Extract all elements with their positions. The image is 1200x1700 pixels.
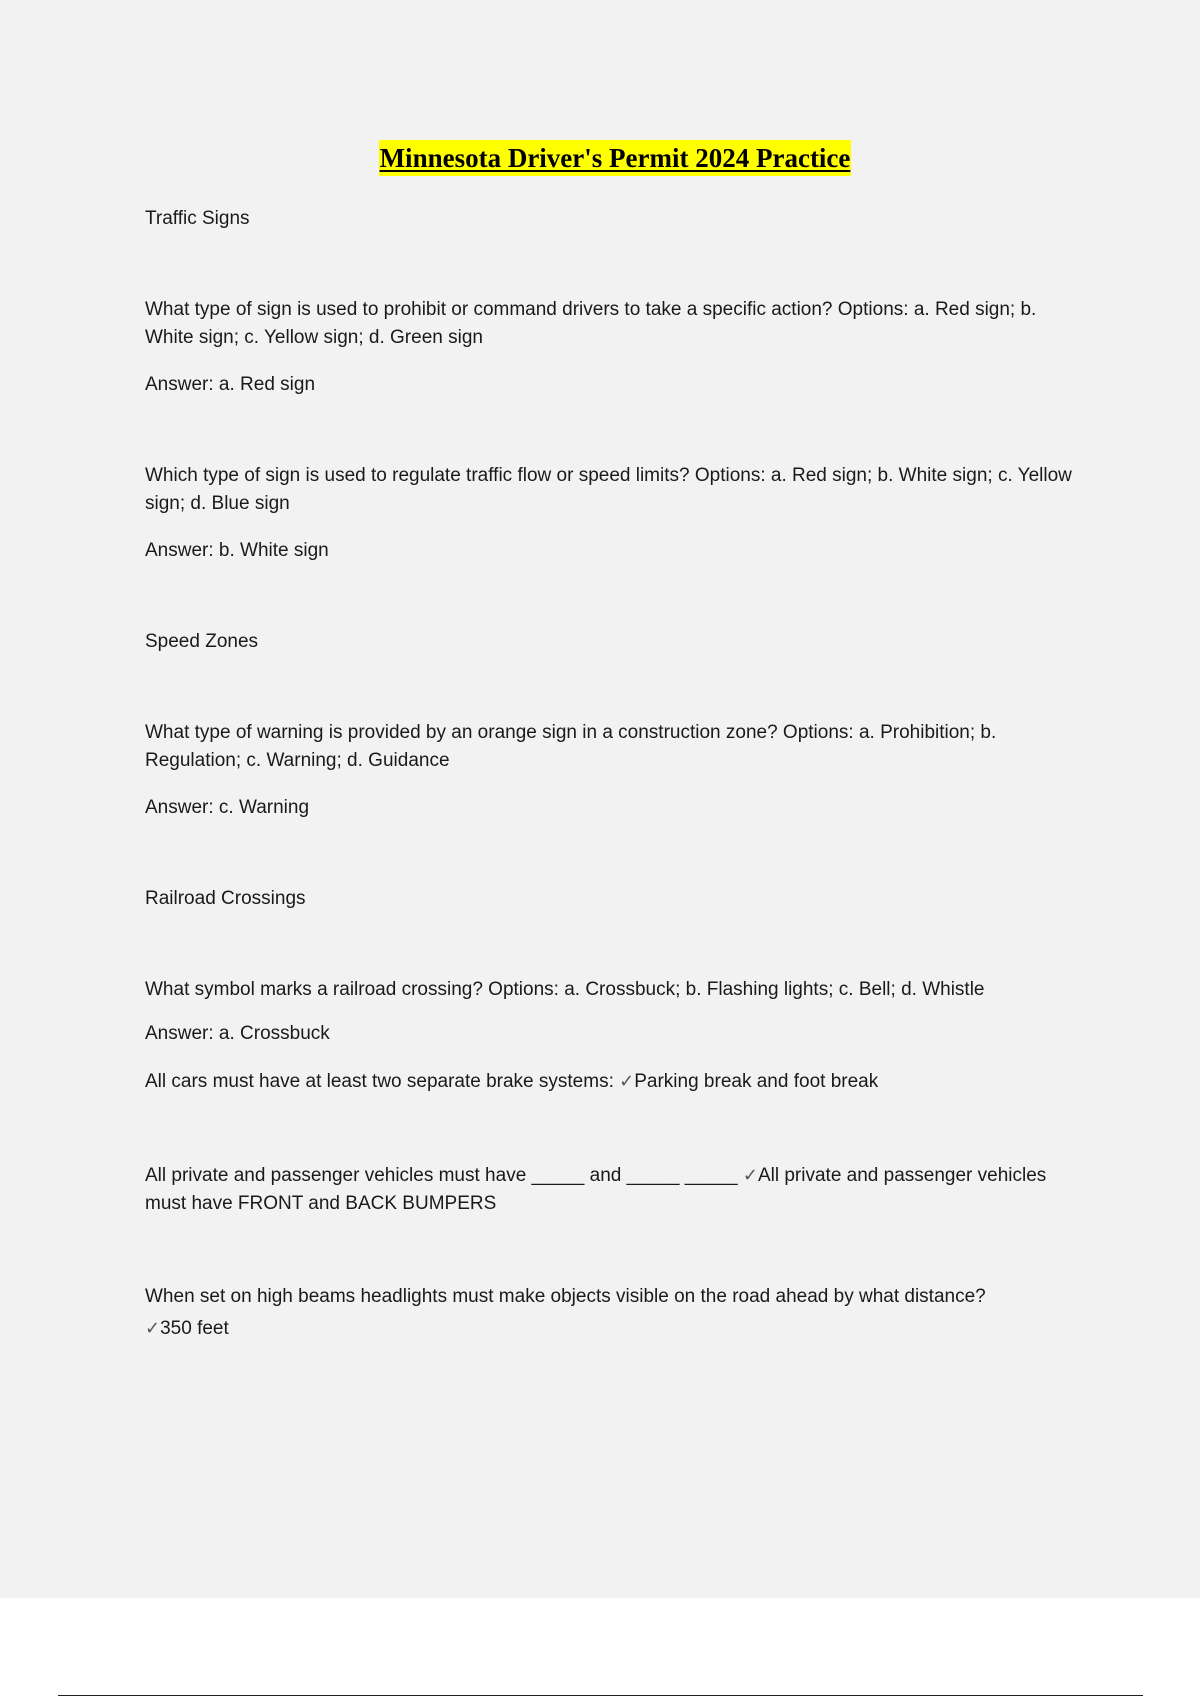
statement-high-beams-prompt: When set on high beams headlights must make objects visible on the road ahead by what distance?: [145, 1286, 986, 1307]
checkmark-icon: ✓: [619, 1071, 635, 1092]
statement-brake-systems: [145, 1068, 1085, 1096]
section-heading-traffic-signs: Traffic Signs: [145, 208, 250, 229]
answer-3: Answer: c. Warning: [145, 797, 310, 818]
section-heading-speed-zones: Speed Zones: [145, 631, 259, 652]
section-heading-railroad-crossings: Railroad Crossings: [145, 888, 306, 909]
statement-bumpers: [145, 1162, 1085, 1218]
question-1: What type of sign is used to prohibit or command drivers to take a specific action? Options: a. Red sign; b. White sign; c. Yellow sign; d. Green sign: [145, 299, 1037, 348]
statement-bumpers-answer: All private and passenger vehicles must have FRONT and BACK BUMPERS: [145, 1165, 1047, 1214]
document-title: Minnesota Driver's Permit 2024 Practice: [379, 140, 852, 176]
question-4: What symbol marks a railroad crossing? Options: a. Crossbuck; b. Flashing lights; c. Bell; d. Whistle: [145, 979, 985, 1000]
question-2: Which type of sign is used to regulate traffic flow or speed limits? Options: a. Red sign; b. White sign; c. Yellow sign; d. Blue sign: [145, 465, 1072, 514]
statement-high-beams: [145, 1281, 1085, 1345]
statement-bumpers-prompt: All private and passenger vehicles must have _____ and _____ _____: [145, 1165, 743, 1186]
answer-2: Answer: b. White sign: [145, 540, 329, 561]
statement-high-beams-answer: 350 feet: [160, 1318, 229, 1339]
answer-4: Answer: a. Crossbuck: [145, 1023, 330, 1044]
checkmark-icon: ✓: [742, 1165, 758, 1186]
statement-brake-answer: Parking break and foot break: [634, 1071, 879, 1092]
question-3: What type of warning is provided by an orange sign in a construction zone? Options: a. Prohibition; b. Regulation; c. Warning; d. Guidance: [145, 722, 997, 771]
footer-divider: [58, 1695, 1143, 1696]
checkmark-icon: ✓: [145, 1318, 161, 1339]
answer-1: Answer: a. Red sign: [145, 374, 316, 395]
statement-brake-prompt: All cars must have at least two separate brake systems:: [145, 1071, 620, 1092]
title-container: [145, 140, 1085, 176]
